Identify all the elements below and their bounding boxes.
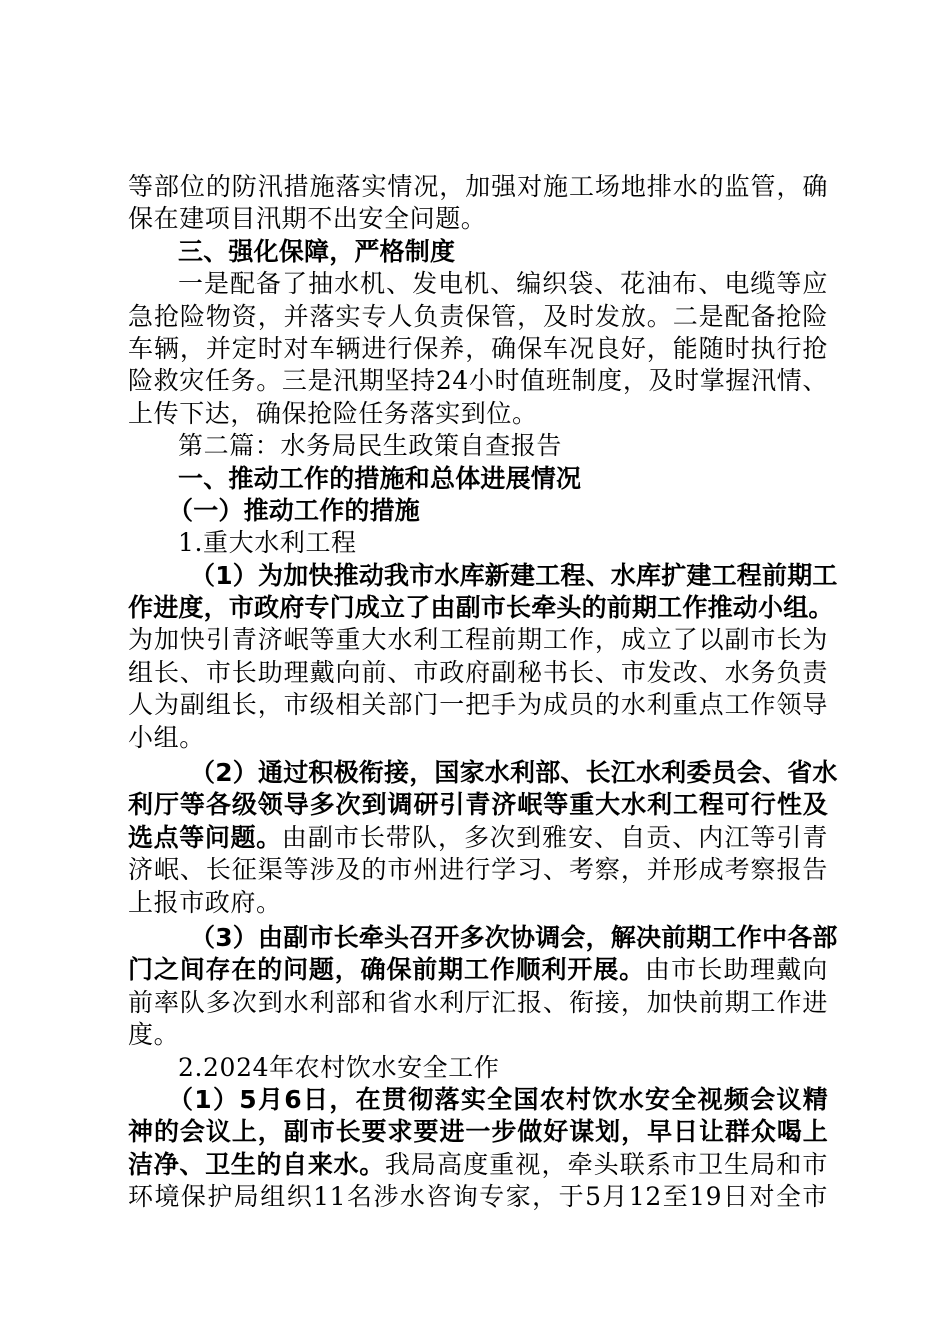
item-heading: 1.重大水利工程 (178, 528, 357, 558)
section-heading: 三、强化保障，严格制度 (178, 236, 456, 266)
paragraph-line: 上报市政府。 (128, 887, 282, 917)
paragraph-line: 济岷、长征渠等涉及的市州进行学习、考察，并形成考察报告 (128, 855, 828, 885)
paragraph-line: 险救灾任务。三是汛期坚持24小时值班制度，及时掌握汛情、 (128, 366, 828, 396)
paragraph-line: （1）5月6日，在贯彻落实全国农村饮水安全视频会议精 (168, 1084, 828, 1114)
bold-segment: 门之间存在的问题，确保前期工作顺利开展。 (128, 955, 645, 985)
item-heading: 2.2024年农村饮水安全工作 (178, 1052, 500, 1082)
paragraph-line: 神的会议上，副市长要求要进一步做好谋划，早日让群众喝上 (128, 1117, 828, 1147)
paragraph-line: 上传下达，确保抢险任务落实到位。 (128, 398, 538, 428)
paragraph-line: 前率队多次到水利部和省水利厅汇报、衔接，加快前期工作进 (128, 987, 828, 1017)
paragraph-line: （1）为加快推动我市水库新建工程、水库扩建工程前期工 (190, 560, 838, 590)
paragraph-line: 为加快引青济岷等重大水利工程前期工作，成立了以副市长为 (128, 625, 828, 655)
paragraph-line: 作进度，市政府专门成立了由副市长牵头的前期工作推动小组。 (128, 593, 834, 623)
section-heading: 一、推动工作的措施和总体进展情况 (178, 463, 582, 493)
paragraph-line: 等部位的防汛措施落实情况，加强对施工场地排水的监管，确 (128, 172, 828, 201)
paragraph-line: 小组。 (128, 722, 205, 752)
regular-segment: 由副市长带队，多次到雅安、自贡、内江等引青 (281, 822, 829, 852)
bold-segment: 洁净、卫生的自来水。 (128, 1149, 385, 1179)
paragraph-line: 车辆，并定时对车辆进行保养，确保车况良好，能随时执行抢 (128, 333, 828, 363)
paragraph-line: 保在建项目汛期不出安全问题。 (128, 204, 487, 234)
subsection-heading: （一）推动工作的措施 (168, 495, 421, 525)
paragraph-line: 组长、市长助理戴向前、市政府副秘书长、市发改、水务负责 (128, 657, 828, 687)
paragraph-line: （2）通过积极衔接，国家水利部、长江水利委员会、省水 (190, 758, 838, 788)
paragraph-line (128, 1149, 828, 1181)
paragraph-line: 一是配备了抽水机、发电机、编织袋、花油布、电缆等应 (178, 269, 828, 299)
paragraph-line (128, 954, 828, 986)
paragraph-line: 急抢险物资，并落实专人负责保管，及时发放。二是配备抢险 (128, 301, 828, 331)
paragraph-line: 人为副组长，市级相关部门一把手为成员的水利重点工作领导 (128, 690, 828, 720)
paragraph-line: （3）由副市长牵头召开多次协调会，解决前期工作中各部 (190, 922, 838, 952)
article-title: 第二篇：水务局民生政策自查报告 (178, 431, 563, 461)
bold-segment: 选点等问题。 (128, 822, 282, 852)
document-page (128, 171, 838, 1214)
regular-segment: 我局高度重视，牵头联系市卫生局和市 (384, 1149, 828, 1179)
paragraph-line: 利厅等各级领导多次到调研引青济岷等重大水利工程可行性及 (128, 790, 828, 820)
paragraph-line (128, 822, 828, 854)
paragraph-line: 度。 (128, 1020, 180, 1050)
paragraph-line: 环境保护局组织11名涉水咨询专家，于5月12至19日对全市 (128, 1182, 828, 1212)
regular-segment: 由市长助理戴向 (644, 955, 828, 985)
